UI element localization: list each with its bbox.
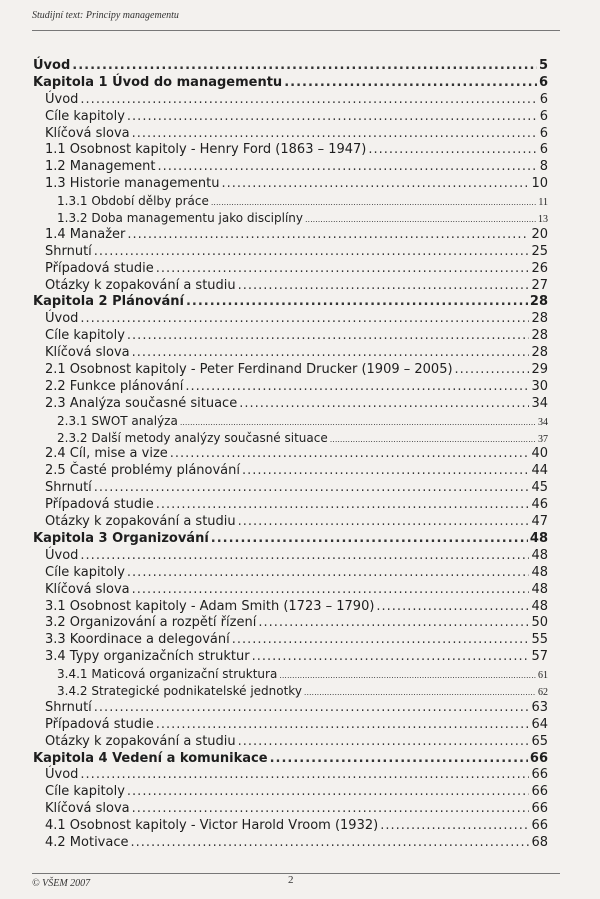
toc-entry: [33, 176, 548, 193]
toc-entry-page: 64: [531, 716, 548, 732]
toc-entry-page: 63: [531, 699, 548, 715]
toc-entry: [33, 565, 548, 582]
dot-leader: [238, 514, 530, 531]
dot-leader: [221, 176, 529, 193]
dot-leader: [132, 126, 538, 143]
toc-entry-title: 3.4 Typy organizačních struktur: [45, 649, 250, 665]
toc-entry-page: 40: [531, 446, 548, 462]
toc-entry-page: 34: [531, 395, 548, 411]
toc-entry: [33, 379, 548, 396]
toc-entry-title: 1.4 Manažer: [45, 226, 126, 242]
toc-entry: [33, 801, 548, 818]
toc-entry-title: Případová studie: [45, 497, 154, 513]
toc-entry: [33, 548, 548, 565]
dot-leader: [455, 362, 530, 379]
table-of-contents: [33, 58, 548, 852]
toc-entry-title: 1.3.1 Období dělby práce: [57, 194, 209, 209]
toc-entry-page: 48: [531, 598, 548, 614]
toc-entry-title: 3.1 Osobnost kapitoly - Adam Smith (1723 – 1790): [45, 598, 375, 614]
toc-entry: [33, 92, 548, 109]
toc-entry-page: 68: [531, 834, 548, 850]
toc-entry-page: 45: [531, 480, 548, 496]
toc-entry-title: Shrnutí: [45, 243, 92, 259]
dot-leader: [127, 565, 530, 582]
toc-entry: [33, 109, 548, 126]
running-header: Studijní text: Principy managementu: [32, 10, 179, 21]
toc-entry-page: 13: [538, 214, 548, 226]
toc-entry-title: 2.5 Časté problémy plánování: [45, 463, 240, 479]
toc-entry-page: 47: [531, 514, 548, 530]
toc-entry: [33, 126, 548, 143]
dot-leader: [258, 615, 529, 632]
toc-entry: [33, 345, 548, 362]
toc-entry-title: Případová studie: [45, 260, 154, 276]
toc-entry: [33, 396, 548, 413]
toc-entry-title: Cíle kapitoly: [45, 784, 125, 800]
toc-entry-page: 66: [531, 801, 548, 817]
toc-entry: [33, 700, 548, 717]
toc-entry: [33, 430, 548, 447]
toc-chapter-entry: [33, 751, 548, 768]
toc-entry: [33, 497, 548, 514]
toc-entry-page: 11: [538, 197, 548, 209]
page-number: 2: [288, 874, 294, 886]
dot-leader: [132, 345, 530, 362]
toc-entry-title: 2.3.2 Další metody analýzy současné situace: [57, 430, 328, 445]
dot-leader: [94, 480, 530, 497]
toc-entry-title: Kapitola 1 Úvod do managementu: [33, 74, 283, 90]
toc-entry: [33, 413, 548, 430]
toc-entry-title: Kapitola 2 Plánování: [33, 294, 184, 310]
toc-entry: [33, 717, 548, 734]
dot-leader: [156, 717, 530, 734]
toc-entry-page: 57: [531, 649, 548, 665]
dot-leader: [242, 463, 529, 480]
toc-entry-title: 2.3.1 SWOT analýza: [57, 413, 178, 428]
toc-entry: [33, 666, 548, 683]
toc-entry-title: Úvod: [33, 58, 71, 73]
toc-entry-page: 5: [538, 58, 548, 73]
toc-entry-title: 4.2 Motivace: [45, 834, 129, 850]
toc-entry-title: 2.4 Cíl, mise a vize: [45, 446, 168, 462]
toc-entry: [33, 734, 548, 751]
toc-entry-title: 3.3 Koordinace a delegování: [45, 632, 230, 648]
toc-chapter-entry: [33, 531, 548, 548]
toc-entry-title: 3.4.1 Maticová organizační struktura: [57, 667, 278, 682]
dot-leader: [376, 599, 529, 616]
toc-entry-page: 66: [531, 818, 548, 834]
dot-leader: [72, 58, 537, 75]
toc-entry-page: 44: [531, 463, 548, 479]
toc-entry-title: 2.2 Funkce plánování: [45, 378, 184, 394]
dot-leader: [80, 311, 529, 328]
toc-entry-page: 6: [538, 74, 548, 90]
toc-entry-page: 8: [539, 159, 548, 175]
toc-entry-page: 26: [531, 260, 548, 276]
toc-entry: [33, 328, 548, 345]
toc-entry: [33, 311, 548, 328]
toc-entry-title: Případová studie: [45, 716, 154, 732]
toc-entry-title: 2.3 Analýza současné situace: [45, 395, 238, 411]
toc-entry-title: 1.1 Osobnost kapitoly - Henry Ford (1863 – 1947): [45, 142, 367, 158]
dot-leader: [156, 497, 530, 514]
toc-entry-page: 6: [539, 125, 548, 141]
toc-entry-title: Shrnutí: [45, 480, 92, 496]
toc-entry-title: 1.3 Historie managementu: [45, 176, 220, 192]
toc-entry: [33, 818, 548, 835]
toc-entry-page: 6: [539, 91, 548, 107]
toc-entry-page: 62: [538, 686, 548, 698]
toc-entry-page: 28: [529, 294, 548, 310]
toc-entry-page: 66: [531, 784, 548, 800]
toc-entry-page: 34: [538, 416, 548, 428]
toc-entry-page: 48: [531, 581, 548, 597]
dot-leader: [80, 767, 529, 784]
dot-leader: [80, 548, 529, 565]
dot-leader: [170, 446, 530, 463]
toc-entry-title: 4.1 Osobnost kapitoly - Victor Harold Vroom (1932): [45, 818, 379, 834]
toc-entry-title: Kapitola 4 Vedení a komunikace: [33, 750, 268, 766]
toc-entry: [33, 278, 548, 295]
toc-entry-title: Shrnutí: [45, 699, 92, 715]
toc-entry-page: 6: [539, 108, 548, 124]
toc-entry-title: 1.3.2 Doba managementu jako disciplíny: [57, 211, 304, 226]
toc-entry: [33, 227, 548, 244]
toc-entry-title: Otázky k zopakování a studiu: [45, 733, 236, 749]
toc-entry: [33, 210, 548, 227]
dot-leader: [185, 379, 529, 396]
dot-leader: [127, 227, 529, 244]
footer-divider: [32, 873, 560, 874]
toc-entry: [33, 193, 548, 210]
toc-entry-page: 66: [531, 767, 548, 783]
dot-leader: [132, 801, 530, 818]
toc-entry: [33, 446, 548, 463]
toc-entry: [33, 784, 548, 801]
toc-entry-title: Klíčová slova: [45, 125, 130, 141]
toc-entry: [33, 244, 548, 261]
toc-entry-page: 37: [538, 433, 548, 445]
toc-entry: [33, 835, 548, 852]
toc-entry-title: Cíle kapitoly: [45, 328, 125, 344]
toc-entry-page: 66: [529, 750, 548, 766]
toc-entry-page: 48: [531, 564, 548, 580]
toc-entry-page: 6: [539, 142, 548, 158]
toc-entry: [33, 632, 548, 649]
toc-entry-page: 28: [531, 311, 548, 327]
dot-leader: [186, 294, 528, 311]
toc-entry-page: 20: [531, 226, 548, 242]
toc-entry-title: Kapitola 3 Organizování: [33, 530, 209, 546]
dot-leader: [252, 649, 530, 666]
toc-entry-page: 50: [531, 615, 548, 631]
toc-entry-page: 30: [531, 378, 548, 394]
toc-entry-title: Klíčová slova: [45, 345, 130, 361]
dot-leader: [284, 75, 537, 92]
toc-entry: [33, 159, 548, 176]
toc-entry-title: Úvod: [45, 767, 79, 783]
toc-entry-page: 65: [531, 733, 548, 749]
dot-leader: [211, 531, 528, 548]
toc-entry-title: 1.2 Management: [45, 159, 156, 175]
footer-copyright: © VŠEM 2007: [32, 878, 91, 889]
toc-entry: [33, 615, 548, 632]
toc-entry-title: Úvod: [45, 311, 79, 327]
toc-entry: [33, 463, 548, 480]
dot-leader: [80, 92, 537, 109]
toc-entry-title: Otázky k zopakování a studiu: [45, 514, 236, 530]
toc-entry: [33, 683, 548, 700]
toc-entry-title: Klíčová slova: [45, 801, 130, 817]
toc-entry-title: Cíle kapitoly: [45, 564, 125, 580]
toc-entry-title: 3.4.2 Strategické podnikatelské jednotky: [57, 683, 302, 698]
toc-entry-title: Úvod: [45, 91, 79, 107]
toc-chapter-entry: [33, 75, 548, 92]
dot-leader: [127, 784, 530, 801]
toc-entry-title: Otázky k zopakování a studiu: [45, 277, 236, 293]
toc-entry-title: Klíčová slova: [45, 581, 130, 597]
toc-entry-page: 27: [531, 277, 548, 293]
header-divider: [32, 30, 560, 31]
dot-leader: [94, 700, 530, 717]
toc-entry-page: 29: [531, 362, 548, 378]
dot-leader: [238, 278, 530, 295]
toc-entry: [33, 514, 548, 531]
toc-entry-page: 48: [531, 547, 548, 563]
toc-entry-title: Cíle kapitoly: [45, 108, 125, 124]
toc-chapter-entry: [33, 58, 548, 75]
dot-leader: [131, 835, 530, 852]
toc-entry-title: Úvod: [45, 547, 79, 563]
toc-entry: [33, 480, 548, 497]
toc-entry: [33, 649, 548, 666]
toc-entry-page: 10: [531, 176, 548, 192]
dot-leader: [232, 632, 530, 649]
toc-entry: [33, 142, 548, 159]
toc-entry-page: 46: [531, 497, 548, 513]
toc-entry: [33, 362, 548, 379]
dot-leader: [239, 396, 529, 413]
toc-entry-page: 55: [531, 632, 548, 648]
dot-leader: [127, 109, 538, 126]
toc-entry-page: 28: [531, 345, 548, 361]
dot-leader: [380, 818, 529, 835]
toc-entry-page: 28: [531, 328, 548, 344]
dot-leader: [279, 668, 536, 685]
dot-leader: [127, 328, 530, 345]
dot-leader: [94, 244, 530, 261]
toc-entry-title: 2.1 Osobnost kapitoly - Peter Ferdinand Drucker (1909 – 2005): [45, 362, 453, 378]
toc-entry-title: 3.2 Organizování a rozpětí řízení: [45, 615, 257, 631]
dot-leader: [132, 582, 530, 599]
dot-leader: [157, 159, 537, 176]
toc-entry-page: 48: [529, 530, 548, 546]
toc-entry: [33, 599, 548, 616]
toc-entry: [33, 582, 548, 599]
toc-entry-page: 25: [531, 243, 548, 259]
toc-entry: [33, 261, 548, 278]
dot-leader: [270, 751, 528, 768]
toc-chapter-entry: [33, 294, 548, 311]
dot-leader: [368, 142, 537, 159]
dot-leader: [238, 734, 530, 751]
toc-entry-page: 61: [538, 670, 548, 682]
toc-entry: [33, 767, 548, 784]
dot-leader: [156, 261, 530, 278]
